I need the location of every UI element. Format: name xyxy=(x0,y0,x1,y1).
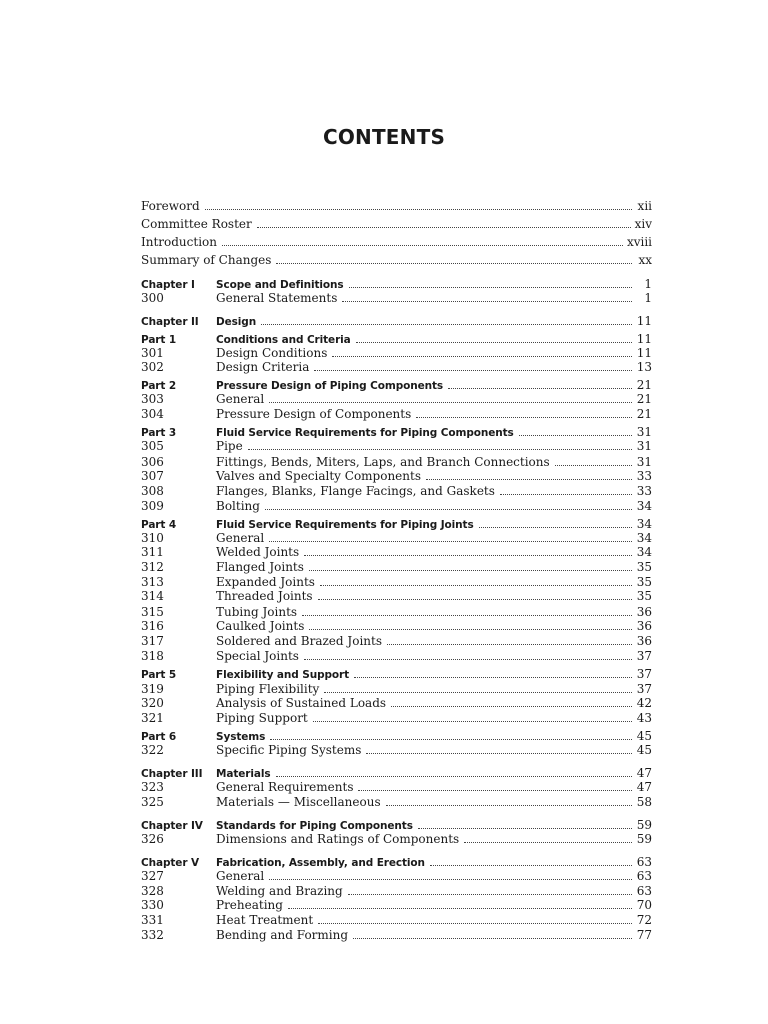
toc-entry-title: Fittings, Bends, Miters, Laps, and Branch Connections xyxy=(216,455,550,469)
toc-section-number: Part 5 xyxy=(141,669,177,681)
dot-leader xyxy=(356,342,632,343)
toc-section-number: Part 4 xyxy=(141,519,177,531)
dot-leader xyxy=(314,370,632,371)
toc-entry-title: Summary of Changes xyxy=(141,253,272,267)
toc-section-number: 316 xyxy=(141,619,164,633)
dot-leader xyxy=(348,894,632,895)
toc-row[interactable] xyxy=(141,559,652,575)
dot-leader xyxy=(464,842,632,843)
toc-row[interactable] xyxy=(141,633,652,649)
dot-leader xyxy=(386,805,632,806)
dot-leader xyxy=(332,356,632,357)
dot-leader xyxy=(309,570,632,571)
toc-front-row[interactable] xyxy=(141,198,652,214)
toc-section-number: 313 xyxy=(141,575,164,589)
toc-row[interactable] xyxy=(141,498,652,514)
toc-page-number: 35 xyxy=(636,560,652,574)
toc-page-number: 31 xyxy=(636,455,652,469)
toc-section-number: 312 xyxy=(141,560,164,574)
toc-entry-title: Design Conditions xyxy=(216,346,328,360)
toc-section-number: Chapter IV xyxy=(141,820,203,832)
toc-entry-title: Pressure Design of Components xyxy=(216,407,412,421)
toc-row[interactable] xyxy=(141,468,652,484)
toc-page-number: xx xyxy=(638,253,652,267)
dot-leader xyxy=(222,245,623,246)
toc-page-number: xiv xyxy=(634,217,652,231)
toc-section-number: 325 xyxy=(141,795,164,809)
toc-page-number: xii xyxy=(637,199,652,213)
toc-row[interactable] xyxy=(141,897,652,913)
toc-entry-title: Introduction xyxy=(141,235,217,249)
toc-entry-title: Flexibility and Support xyxy=(216,669,350,681)
toc-entry-title: Welding and Brazing xyxy=(216,884,343,898)
toc-entry-title: Expanded Joints xyxy=(216,575,315,589)
toc-section-number: 319 xyxy=(141,682,164,696)
dot-leader xyxy=(269,541,632,542)
toc-row[interactable] xyxy=(141,391,652,407)
toc-section-number: Part 3 xyxy=(141,427,177,439)
toc-entry-title: Design Criteria xyxy=(216,360,310,374)
dot-leader xyxy=(304,555,632,556)
dot-leader xyxy=(302,615,632,616)
toc-page-number: 11 xyxy=(636,332,652,346)
toc-section-number: Chapter I xyxy=(141,279,195,291)
toc-page-number: 13 xyxy=(636,360,652,374)
dot-leader xyxy=(354,677,632,678)
toc-page-number: 47 xyxy=(636,780,652,794)
toc-section-number: 331 xyxy=(141,913,164,927)
dot-leader xyxy=(248,449,632,450)
toc-page-number: xviii xyxy=(626,235,652,249)
dot-leader xyxy=(500,494,632,495)
toc-page-number: 70 xyxy=(636,898,652,912)
toc-row[interactable] xyxy=(141,406,652,422)
toc-entry-title: Valves and Specialty Components xyxy=(216,469,421,483)
toc-entry-title: Scope and Definitions xyxy=(216,279,344,291)
dot-leader xyxy=(276,263,632,264)
toc-page-number: 33 xyxy=(636,484,652,498)
toc-row[interactable] xyxy=(141,666,652,682)
toc-row[interactable] xyxy=(141,544,652,560)
dot-leader xyxy=(257,227,631,228)
toc-row[interactable] xyxy=(141,710,652,726)
toc-section-number: 332 xyxy=(141,928,164,942)
dot-leader xyxy=(318,923,632,924)
toc-entry-title: General xyxy=(216,392,265,406)
toc-entry-title: Bending and Forming xyxy=(216,928,349,942)
toc-page-number: 59 xyxy=(636,832,652,846)
dot-leader xyxy=(555,465,632,466)
toc-entry-title: Materials — Miscellaneous xyxy=(216,795,381,809)
toc-entry-title: General Requirements xyxy=(216,780,354,794)
toc-entry-title: Threaded Joints xyxy=(216,589,313,603)
toc-page-number: 43 xyxy=(636,711,652,725)
toc-front-row[interactable] xyxy=(141,216,652,232)
toc-row[interactable] xyxy=(141,831,652,847)
toc-entry-title: Flanged Joints xyxy=(216,560,304,574)
toc-page-number: 34 xyxy=(636,499,652,513)
toc-section-number: Part 2 xyxy=(141,380,177,392)
dot-leader xyxy=(269,402,632,403)
toc-section-number: Chapter II xyxy=(141,316,199,328)
toc-section-number: 320 xyxy=(141,696,164,710)
toc-page-number: 34 xyxy=(636,517,652,531)
toc-section-number: 310 xyxy=(141,531,164,545)
toc-page-number: 45 xyxy=(636,729,652,743)
toc-section-number: Chapter V xyxy=(141,857,199,869)
dot-leader xyxy=(426,479,632,480)
toc-page-number: 63 xyxy=(636,869,652,883)
toc-entry-title: Flanges, Blanks, Flange Facings, and Gaskets xyxy=(216,484,495,498)
toc-section-number: 306 xyxy=(141,455,164,469)
toc-entry-title: Specific Piping Systems xyxy=(216,743,362,757)
toc-row[interactable] xyxy=(141,483,652,499)
toc-section-number: 309 xyxy=(141,499,164,513)
toc-page-number: 47 xyxy=(636,766,652,780)
dot-leader xyxy=(269,879,632,880)
toc-entry-title: Heat Treatment xyxy=(216,913,314,927)
dot-leader xyxy=(313,721,632,722)
toc-row[interactable] xyxy=(141,912,652,928)
toc-section-number: 305 xyxy=(141,439,164,453)
toc-section-number: 330 xyxy=(141,898,164,912)
toc-entry-title: Fluid Service Requirements for Piping Joints xyxy=(216,519,474,531)
toc-page-number: 34 xyxy=(636,531,652,545)
toc-entry-title: General Statements xyxy=(216,291,338,305)
toc-entry-title: Preheating xyxy=(216,898,283,912)
toc-section-number: 315 xyxy=(141,605,164,619)
dot-leader xyxy=(320,585,632,586)
toc-front-row[interactable] xyxy=(141,234,652,250)
toc-section-number: 307 xyxy=(141,469,164,483)
toc-page-number: 63 xyxy=(636,855,652,869)
toc-row[interactable] xyxy=(141,648,652,664)
dot-leader xyxy=(479,527,632,528)
toc-section-number: 326 xyxy=(141,832,164,846)
toc-section-number: 314 xyxy=(141,589,164,603)
toc-entry-title: Fabrication, Assembly, and Erection xyxy=(216,857,425,869)
dot-leader xyxy=(261,324,632,325)
toc-entry-title: Soldered and Brazed Joints xyxy=(216,634,382,648)
toc-page-number: 1 xyxy=(644,277,652,291)
dot-leader xyxy=(265,509,632,510)
dot-leader xyxy=(270,739,632,740)
toc-row[interactable] xyxy=(141,359,652,375)
toc-page-number: 1 xyxy=(644,291,652,305)
toc-page-number: 36 xyxy=(636,619,652,633)
toc-page-number: 63 xyxy=(636,884,652,898)
toc-section-number: 300 xyxy=(141,291,164,305)
dot-leader xyxy=(358,790,632,791)
toc-section-number: 317 xyxy=(141,634,164,648)
toc-front-row[interactable] xyxy=(141,252,652,268)
toc-section-number: 302 xyxy=(141,360,164,374)
toc-section-number: Part 1 xyxy=(141,334,177,346)
toc-section-number: 322 xyxy=(141,743,164,757)
toc-entry-title: Pipe xyxy=(216,439,243,453)
toc-entry-title: Bolting xyxy=(216,499,260,513)
toc-page-number: 33 xyxy=(636,469,652,483)
toc-entry-title: Welded Joints xyxy=(216,545,300,559)
toc-row[interactable] xyxy=(141,290,652,306)
toc-section-number: 323 xyxy=(141,780,164,794)
toc-section-number: 328 xyxy=(141,884,164,898)
toc-page-number: 35 xyxy=(636,575,652,589)
toc-section-number: Chapter III xyxy=(141,768,203,780)
toc-page-number: 36 xyxy=(636,605,652,619)
toc-page-number: 35 xyxy=(636,589,652,603)
toc-entry-title: General xyxy=(216,869,265,883)
toc-row[interactable] xyxy=(141,742,652,758)
toc-section-number: 318 xyxy=(141,649,164,663)
dot-leader xyxy=(349,287,632,288)
toc-entry-title: Committee Roster xyxy=(141,217,252,231)
toc-entry-title: Piping Flexibility xyxy=(216,682,320,696)
toc-page-number: 21 xyxy=(636,378,652,392)
toc-page-number: 45 xyxy=(636,743,652,757)
toc-page-number: 11 xyxy=(636,346,652,360)
dot-leader xyxy=(304,659,632,660)
toc-page-number: 59 xyxy=(636,818,652,832)
toc-page-number: 77 xyxy=(636,928,652,942)
toc-row[interactable] xyxy=(141,438,652,454)
toc-row[interactable] xyxy=(141,313,652,329)
toc-entry-title: Materials xyxy=(216,768,271,780)
toc-page-number: 21 xyxy=(636,407,652,421)
toc-page-number: 72 xyxy=(636,913,652,927)
toc-entry-title: Design xyxy=(216,316,257,328)
toc-row[interactable] xyxy=(141,794,652,810)
toc-row[interactable] xyxy=(141,868,652,884)
toc-page-number: 37 xyxy=(636,682,652,696)
toc-page-number: 31 xyxy=(636,425,652,439)
dot-leader xyxy=(366,753,632,754)
toc-page-number: 21 xyxy=(636,392,652,406)
toc-page-number: 58 xyxy=(636,795,652,809)
toc-page-number: 36 xyxy=(636,634,652,648)
toc-row[interactable] xyxy=(141,588,652,604)
dot-leader xyxy=(324,692,632,693)
toc-section-number: 327 xyxy=(141,869,164,883)
dot-leader xyxy=(288,908,632,909)
toc-entry-title: Piping Support xyxy=(216,711,308,725)
toc-section-number: Part 6 xyxy=(141,731,177,743)
page-title: CONTENTS xyxy=(322,125,446,149)
dot-leader xyxy=(391,706,632,707)
toc-entry-title: Foreword xyxy=(141,199,200,213)
dot-leader xyxy=(430,865,632,866)
toc-entry-title: Analysis of Sustained Loads xyxy=(216,696,387,710)
toc-page-number: 42 xyxy=(636,696,652,710)
toc-page-number: 31 xyxy=(636,439,652,453)
toc-section-number: 308 xyxy=(141,484,164,498)
dot-leader xyxy=(519,435,632,436)
toc-entry-title: Tubing Joints xyxy=(216,605,298,619)
toc-entry-title: Dimensions and Ratings of Components xyxy=(216,832,460,846)
toc-page-number: 34 xyxy=(636,545,652,559)
toc-section-number: 303 xyxy=(141,392,164,406)
toc-section-number: 321 xyxy=(141,711,164,725)
dot-leader xyxy=(448,388,632,389)
toc-entry-title: Fluid Service Requirements for Piping Components xyxy=(216,427,514,439)
dot-leader xyxy=(276,776,633,777)
toc-page-number: 11 xyxy=(636,314,652,328)
dot-leader xyxy=(205,209,632,210)
toc-section-number: 301 xyxy=(141,346,164,360)
toc-entry-title: Systems xyxy=(216,731,266,743)
toc-entry-title: Pressure Design of Piping Components xyxy=(216,380,444,392)
toc-row[interactable] xyxy=(141,695,652,711)
toc-entry-title: Conditions and Criteria xyxy=(216,334,351,346)
toc-entry-title: Caulked Joints xyxy=(216,619,305,633)
toc-row[interactable] xyxy=(141,618,652,634)
toc-row[interactable] xyxy=(141,779,652,795)
toc-entry-title: Standards for Piping Components xyxy=(216,820,413,832)
dot-leader xyxy=(416,417,632,418)
dot-leader xyxy=(318,599,632,600)
dot-leader xyxy=(342,301,632,302)
dot-leader xyxy=(418,828,632,829)
dot-leader xyxy=(353,938,632,939)
toc-row[interactable] xyxy=(141,927,652,943)
toc-page-number: 37 xyxy=(636,649,652,663)
dot-leader xyxy=(387,644,632,645)
toc-section-number: 304 xyxy=(141,407,164,421)
toc-section-number: 311 xyxy=(141,545,164,559)
toc-entry-title: Special Joints xyxy=(216,649,299,663)
toc-page-number: 37 xyxy=(636,667,652,681)
dot-leader xyxy=(309,629,632,630)
toc-entry-title: General xyxy=(216,531,265,545)
